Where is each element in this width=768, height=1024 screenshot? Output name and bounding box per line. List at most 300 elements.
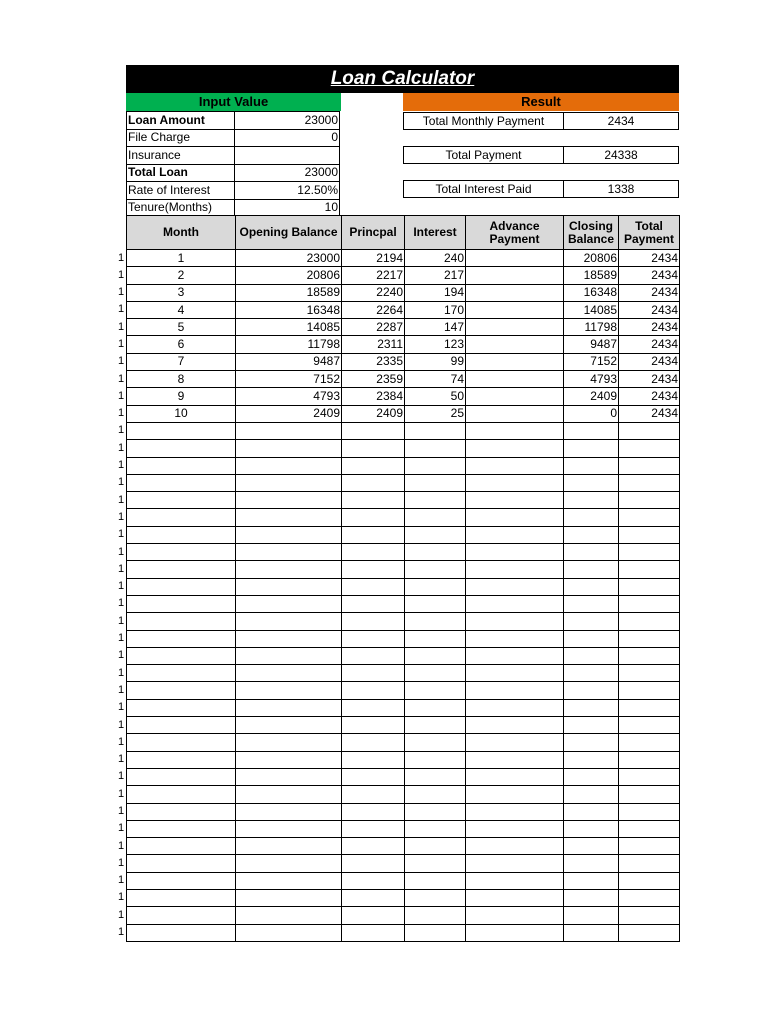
cell-total-payment[interactable]: 2434	[619, 371, 680, 388]
empty-cell[interactable]	[127, 855, 236, 872]
empty-cell[interactable]	[127, 492, 236, 509]
cell-month[interactable]: 2	[127, 267, 236, 284]
empty-cell[interactable]	[342, 751, 405, 768]
empty-cell[interactable]	[619, 544, 680, 561]
empty-cell[interactable]	[619, 838, 680, 855]
cell-closing-balance[interactable]: 0	[564, 405, 619, 422]
input-value-cell[interactable]: 23000	[235, 112, 340, 130]
empty-cell[interactable]	[342, 578, 405, 595]
empty-cell[interactable]	[564, 561, 619, 578]
cell-principal[interactable]: 2311	[342, 336, 405, 353]
empty-cell[interactable]	[342, 699, 405, 716]
empty-cell[interactable]	[236, 803, 342, 820]
empty-cell[interactable]	[236, 889, 342, 906]
empty-cell[interactable]	[619, 889, 680, 906]
empty-cell[interactable]	[619, 768, 680, 785]
empty-cell[interactable]	[342, 526, 405, 543]
empty-cell[interactable]	[564, 734, 619, 751]
empty-cell[interactable]	[466, 474, 564, 491]
empty-cell[interactable]	[236, 526, 342, 543]
empty-cell[interactable]	[619, 665, 680, 682]
empty-cell[interactable]	[342, 630, 405, 647]
empty-cell[interactable]	[405, 924, 466, 941]
empty-cell[interactable]	[466, 734, 564, 751]
cell-interest[interactable]: 123	[405, 336, 466, 353]
row-marker: 1	[118, 493, 125, 506]
cell-advance-payment[interactable]	[466, 371, 564, 388]
cell-interest[interactable]: 240	[405, 250, 466, 267]
empty-cell[interactable]	[127, 578, 236, 595]
empty-cell[interactable]	[405, 889, 466, 906]
empty-cell[interactable]	[236, 647, 342, 664]
empty-cell[interactable]	[619, 595, 680, 612]
cell-interest[interactable]: 194	[405, 284, 466, 301]
empty-cell[interactable]	[127, 561, 236, 578]
cell-opening-balance[interactable]: 16348	[236, 301, 342, 318]
cell-total-payment[interactable]: 2434	[619, 336, 680, 353]
empty-cell[interactable]	[342, 492, 405, 509]
empty-cell[interactable]	[127, 526, 236, 543]
cell-principal[interactable]: 2287	[342, 319, 405, 336]
empty-cell[interactable]	[564, 647, 619, 664]
empty-cell[interactable]	[564, 872, 619, 889]
empty-cell[interactable]	[405, 457, 466, 474]
empty-cell[interactable]	[466, 613, 564, 630]
empty-cell[interactable]	[619, 457, 680, 474]
empty-cell[interactable]	[466, 699, 564, 716]
empty-table-row	[127, 924, 680, 941]
empty-cell[interactable]	[127, 595, 236, 612]
empty-cell[interactable]	[236, 872, 342, 889]
empty-cell[interactable]	[236, 699, 342, 716]
empty-cell[interactable]	[466, 872, 564, 889]
empty-cell[interactable]	[236, 457, 342, 474]
empty-cell[interactable]	[564, 855, 619, 872]
result-value[interactable]: 1338	[607, 182, 635, 196]
cell-opening-balance[interactable]: 7152	[236, 371, 342, 388]
input-value-cell[interactable]: 23000	[235, 164, 340, 182]
empty-cell[interactable]	[466, 647, 564, 664]
empty-cell[interactable]	[405, 838, 466, 855]
empty-cell[interactable]	[619, 526, 680, 543]
empty-cell[interactable]	[564, 509, 619, 526]
cell-opening-balance[interactable]: 11798	[236, 336, 342, 353]
cell-total-payment[interactable]: 2434	[619, 319, 680, 336]
cell-advance-payment[interactable]	[466, 267, 564, 284]
empty-cell[interactable]	[466, 509, 564, 526]
result-total-payment	[403, 146, 679, 164]
cell-total-payment[interactable]: 2434	[619, 353, 680, 370]
empty-cell[interactable]	[564, 544, 619, 561]
cell-month[interactable]: 7	[127, 353, 236, 370]
empty-cell[interactable]	[619, 509, 680, 526]
empty-cell[interactable]	[405, 717, 466, 734]
empty-cell[interactable]	[127, 647, 236, 664]
cell-month[interactable]: 3	[127, 284, 236, 301]
empty-cell[interactable]	[466, 907, 564, 924]
empty-cell[interactable]	[564, 751, 619, 768]
cell-closing-balance[interactable]: 4793	[564, 371, 619, 388]
cell-month[interactable]: 9	[127, 388, 236, 405]
empty-cell[interactable]	[564, 457, 619, 474]
empty-cell[interactable]	[236, 595, 342, 612]
empty-cell[interactable]	[127, 751, 236, 768]
cell-interest[interactable]: 25	[405, 405, 466, 422]
cell-opening-balance[interactable]: 20806	[236, 267, 342, 284]
empty-cell[interactable]	[405, 578, 466, 595]
result-label: Total Payment	[404, 147, 564, 163]
empty-table-row	[127, 474, 680, 491]
empty-cell[interactable]	[405, 872, 466, 889]
empty-cell[interactable]	[127, 768, 236, 785]
empty-cell[interactable]	[342, 907, 405, 924]
empty-cell[interactable]	[405, 474, 466, 491]
empty-cell[interactable]	[466, 422, 564, 439]
empty-cell[interactable]	[619, 474, 680, 491]
empty-cell[interactable]	[342, 613, 405, 630]
cell-advance-payment[interactable]	[466, 301, 564, 318]
empty-cell[interactable]	[236, 561, 342, 578]
empty-cell[interactable]	[236, 786, 342, 803]
table-row	[127, 336, 680, 353]
result-value[interactable]: 2434	[607, 114, 635, 128]
cell-principal[interactable]: 2384	[342, 388, 405, 405]
empty-cell[interactable]	[466, 924, 564, 941]
empty-cell[interactable]	[466, 751, 564, 768]
empty-cell[interactable]	[564, 768, 619, 785]
empty-cell[interactable]	[564, 613, 619, 630]
empty-cell[interactable]	[127, 422, 236, 439]
cell-closing-balance[interactable]: 2409	[564, 388, 619, 405]
empty-cell[interactable]	[236, 924, 342, 941]
empty-cell[interactable]	[342, 786, 405, 803]
empty-cell[interactable]	[466, 492, 564, 509]
cell-month[interactable]: 10	[127, 405, 236, 422]
empty-cell[interactable]	[619, 907, 680, 924]
empty-cell[interactable]	[564, 422, 619, 439]
empty-cell[interactable]	[342, 717, 405, 734]
empty-cell[interactable]	[405, 544, 466, 561]
cell-advance-payment[interactable]	[466, 284, 564, 301]
cell-month[interactable]: 4	[127, 301, 236, 318]
cell-total-payment[interactable]: 2434	[619, 301, 680, 318]
empty-cell[interactable]	[342, 682, 405, 699]
cell-principal[interactable]: 2217	[342, 267, 405, 284]
empty-cell[interactable]	[564, 786, 619, 803]
empty-cell[interactable]	[127, 613, 236, 630]
empty-cell[interactable]	[405, 509, 466, 526]
empty-cell[interactable]	[405, 786, 466, 803]
empty-cell[interactable]	[619, 855, 680, 872]
empty-cell[interactable]	[236, 630, 342, 647]
empty-cell[interactable]	[466, 457, 564, 474]
empty-cell[interactable]	[619, 699, 680, 716]
cell-opening-balance[interactable]: 23000	[236, 250, 342, 267]
empty-cell[interactable]	[342, 509, 405, 526]
empty-cell[interactable]	[466, 838, 564, 855]
cell-opening-balance[interactable]: 2409	[236, 405, 342, 422]
cell-principal[interactable]: 2335	[342, 353, 405, 370]
empty-cell[interactable]	[466, 561, 564, 578]
empty-cell[interactable]	[127, 509, 236, 526]
cell-closing-balance[interactable]: 9487	[564, 336, 619, 353]
cell-advance-payment[interactable]	[466, 250, 564, 267]
cell-interest[interactable]: 217	[405, 267, 466, 284]
empty-cell[interactable]	[127, 838, 236, 855]
empty-cell[interactable]	[405, 699, 466, 716]
empty-cell[interactable]	[127, 682, 236, 699]
empty-cell[interactable]	[236, 422, 342, 439]
empty-cell[interactable]	[236, 717, 342, 734]
empty-cell[interactable]	[466, 768, 564, 785]
empty-cell[interactable]	[127, 440, 236, 457]
cell-total-payment[interactable]: 2434	[619, 284, 680, 301]
empty-cell[interactable]	[564, 907, 619, 924]
cell-principal[interactable]: 2359	[342, 371, 405, 388]
empty-cell[interactable]	[405, 613, 466, 630]
cell-advance-payment[interactable]	[466, 405, 564, 422]
empty-cell[interactable]	[236, 578, 342, 595]
empty-cell[interactable]	[466, 665, 564, 682]
empty-cell[interactable]	[564, 526, 619, 543]
empty-cell[interactable]	[236, 509, 342, 526]
table-row	[127, 388, 680, 405]
empty-cell[interactable]	[127, 907, 236, 924]
empty-cell[interactable]	[236, 751, 342, 768]
empty-cell[interactable]	[127, 872, 236, 889]
empty-cell[interactable]	[342, 924, 405, 941]
cell-month[interactable]: 5	[127, 319, 236, 336]
empty-cell[interactable]	[564, 474, 619, 491]
empty-cell[interactable]	[466, 855, 564, 872]
empty-cell[interactable]	[342, 855, 405, 872]
empty-cell[interactable]	[127, 786, 236, 803]
cell-advance-payment[interactable]	[466, 388, 564, 405]
empty-cell[interactable]	[564, 803, 619, 820]
empty-cell[interactable]	[342, 820, 405, 837]
empty-cell[interactable]	[405, 561, 466, 578]
empty-cell[interactable]	[127, 803, 236, 820]
empty-cell[interactable]	[564, 699, 619, 716]
cell-interest[interactable]: 99	[405, 353, 466, 370]
input-value-cell[interactable]: 0	[235, 129, 340, 147]
empty-cell[interactable]	[342, 889, 405, 906]
empty-cell[interactable]	[564, 630, 619, 647]
empty-cell[interactable]	[405, 855, 466, 872]
empty-cell[interactable]	[564, 595, 619, 612]
empty-cell[interactable]	[405, 422, 466, 439]
empty-cell[interactable]	[405, 665, 466, 682]
cell-interest[interactable]: 50	[405, 388, 466, 405]
empty-cell[interactable]	[619, 422, 680, 439]
empty-cell[interactable]	[466, 630, 564, 647]
empty-cell[interactable]	[564, 440, 619, 457]
empty-cell[interactable]	[405, 820, 466, 837]
empty-cell[interactable]	[236, 768, 342, 785]
empty-cell[interactable]	[342, 803, 405, 820]
empty-cell[interactable]	[405, 803, 466, 820]
empty-cell[interactable]	[405, 734, 466, 751]
empty-cell[interactable]	[466, 544, 564, 561]
empty-cell[interactable]	[619, 751, 680, 768]
cell-principal[interactable]: 2240	[342, 284, 405, 301]
empty-cell[interactable]	[405, 768, 466, 785]
input-value-cell[interactable]	[235, 147, 340, 165]
cell-closing-balance[interactable]: 11798	[564, 319, 619, 336]
empty-cell[interactable]	[342, 665, 405, 682]
empty-cell[interactable]	[236, 492, 342, 509]
empty-cell[interactable]	[564, 838, 619, 855]
cell-total-payment[interactable]: 2434	[619, 388, 680, 405]
cell-principal[interactable]: 2194	[342, 250, 405, 267]
empty-cell[interactable]	[466, 440, 564, 457]
empty-cell[interactable]	[342, 440, 405, 457]
empty-cell[interactable]	[619, 786, 680, 803]
empty-cell[interactable]	[619, 561, 680, 578]
empty-cell[interactable]	[342, 544, 405, 561]
cell-advance-payment[interactable]	[466, 319, 564, 336]
empty-cell[interactable]	[619, 717, 680, 734]
cell-total-payment[interactable]: 2434	[619, 267, 680, 284]
empty-cell[interactable]	[236, 544, 342, 561]
cell-closing-balance[interactable]: 14085	[564, 301, 619, 318]
empty-cell[interactable]	[619, 924, 680, 941]
empty-cell[interactable]	[466, 578, 564, 595]
empty-cell[interactable]	[466, 786, 564, 803]
input-value-cell[interactable]: 10	[235, 199, 340, 217]
empty-cell[interactable]	[564, 492, 619, 509]
empty-cell[interactable]	[342, 734, 405, 751]
empty-cell[interactable]	[342, 595, 405, 612]
empty-cell[interactable]	[564, 578, 619, 595]
cell-principal[interactable]: 2409	[342, 405, 405, 422]
empty-cell[interactable]	[127, 699, 236, 716]
cell-closing-balance[interactable]: 7152	[564, 353, 619, 370]
empty-cell[interactable]	[405, 526, 466, 543]
cell-total-payment[interactable]: 2434	[619, 405, 680, 422]
empty-cell[interactable]	[619, 613, 680, 630]
empty-cell[interactable]	[236, 682, 342, 699]
empty-cell[interactable]	[127, 457, 236, 474]
empty-cell[interactable]	[342, 561, 405, 578]
cell-closing-balance[interactable]: 18589	[564, 267, 619, 284]
empty-cell[interactable]	[405, 907, 466, 924]
empty-cell[interactable]	[342, 457, 405, 474]
empty-cell[interactable]	[127, 665, 236, 682]
empty-cell[interactable]	[236, 855, 342, 872]
empty-cell[interactable]	[619, 682, 680, 699]
empty-cell[interactable]	[619, 734, 680, 751]
empty-cell[interactable]	[405, 440, 466, 457]
empty-cell[interactable]	[127, 734, 236, 751]
input-row	[127, 164, 340, 182]
empty-cell[interactable]	[236, 820, 342, 837]
empty-cell[interactable]	[342, 872, 405, 889]
cell-total-payment[interactable]: 2434	[619, 250, 680, 267]
empty-cell[interactable]	[405, 647, 466, 664]
empty-cell[interactable]	[236, 838, 342, 855]
empty-cell[interactable]	[342, 422, 405, 439]
empty-cell[interactable]	[619, 492, 680, 509]
column-header-interest: Interest	[405, 216, 466, 250]
cell-month[interactable]: 1	[127, 250, 236, 267]
cell-interest[interactable]: 147	[405, 319, 466, 336]
empty-cell[interactable]	[405, 630, 466, 647]
empty-cell[interactable]	[127, 717, 236, 734]
empty-cell[interactable]	[564, 717, 619, 734]
cell-advance-payment[interactable]	[466, 336, 564, 353]
empty-cell[interactable]	[127, 630, 236, 647]
empty-cell[interactable]	[342, 768, 405, 785]
empty-cell[interactable]	[564, 665, 619, 682]
cell-month[interactable]: 6	[127, 336, 236, 353]
empty-cell[interactable]	[564, 682, 619, 699]
cell-opening-balance[interactable]: 14085	[236, 319, 342, 336]
empty-cell[interactable]	[236, 907, 342, 924]
empty-cell[interactable]	[342, 647, 405, 664]
empty-cell[interactable]	[405, 682, 466, 699]
empty-cell[interactable]	[564, 889, 619, 906]
empty-cell[interactable]	[466, 526, 564, 543]
empty-cell[interactable]	[236, 613, 342, 630]
cell-interest[interactable]: 74	[405, 371, 466, 388]
empty-cell[interactable]	[405, 492, 466, 509]
cell-opening-balance[interactable]: 9487	[236, 353, 342, 370]
empty-cell[interactable]	[236, 665, 342, 682]
empty-cell[interactable]	[405, 751, 466, 768]
empty-cell[interactable]	[466, 595, 564, 612]
cell-month[interactable]: 8	[127, 371, 236, 388]
cell-opening-balance[interactable]: 4793	[236, 388, 342, 405]
empty-cell[interactable]	[619, 803, 680, 820]
empty-cell[interactable]	[564, 820, 619, 837]
row-marker: 1	[118, 320, 125, 333]
empty-cell[interactable]	[127, 889, 236, 906]
cell-advance-payment[interactable]	[466, 353, 564, 370]
empty-cell[interactable]	[127, 820, 236, 837]
cell-closing-balance[interactable]: 16348	[564, 284, 619, 301]
empty-cell[interactable]	[466, 889, 564, 906]
empty-cell[interactable]	[466, 820, 564, 837]
empty-cell[interactable]	[127, 544, 236, 561]
cell-opening-balance[interactable]: 18589	[236, 284, 342, 301]
empty-cell[interactable]	[466, 682, 564, 699]
empty-cell[interactable]	[342, 474, 405, 491]
empty-cell[interactable]	[236, 734, 342, 751]
empty-cell[interactable]	[342, 838, 405, 855]
empty-cell[interactable]	[619, 820, 680, 837]
empty-cell[interactable]	[619, 578, 680, 595]
cell-interest[interactable]: 170	[405, 301, 466, 318]
empty-cell[interactable]	[619, 440, 680, 457]
empty-cell[interactable]	[236, 440, 342, 457]
empty-cell[interactable]	[564, 924, 619, 941]
empty-cell[interactable]	[619, 872, 680, 889]
empty-cell[interactable]	[466, 717, 564, 734]
cell-closing-balance[interactable]: 20806	[564, 250, 619, 267]
empty-cell[interactable]	[236, 474, 342, 491]
empty-cell[interactable]	[466, 803, 564, 820]
result-value[interactable]: 24338	[604, 148, 638, 162]
empty-cell[interactable]	[127, 924, 236, 941]
empty-cell[interactable]	[127, 474, 236, 491]
cell-principal[interactable]: 2264	[342, 301, 405, 318]
empty-cell[interactable]	[405, 595, 466, 612]
empty-cell[interactable]	[619, 630, 680, 647]
empty-cell[interactable]	[619, 647, 680, 664]
input-value-cell[interactable]: 12.50%	[235, 182, 340, 200]
row-marker: 1	[118, 268, 125, 281]
